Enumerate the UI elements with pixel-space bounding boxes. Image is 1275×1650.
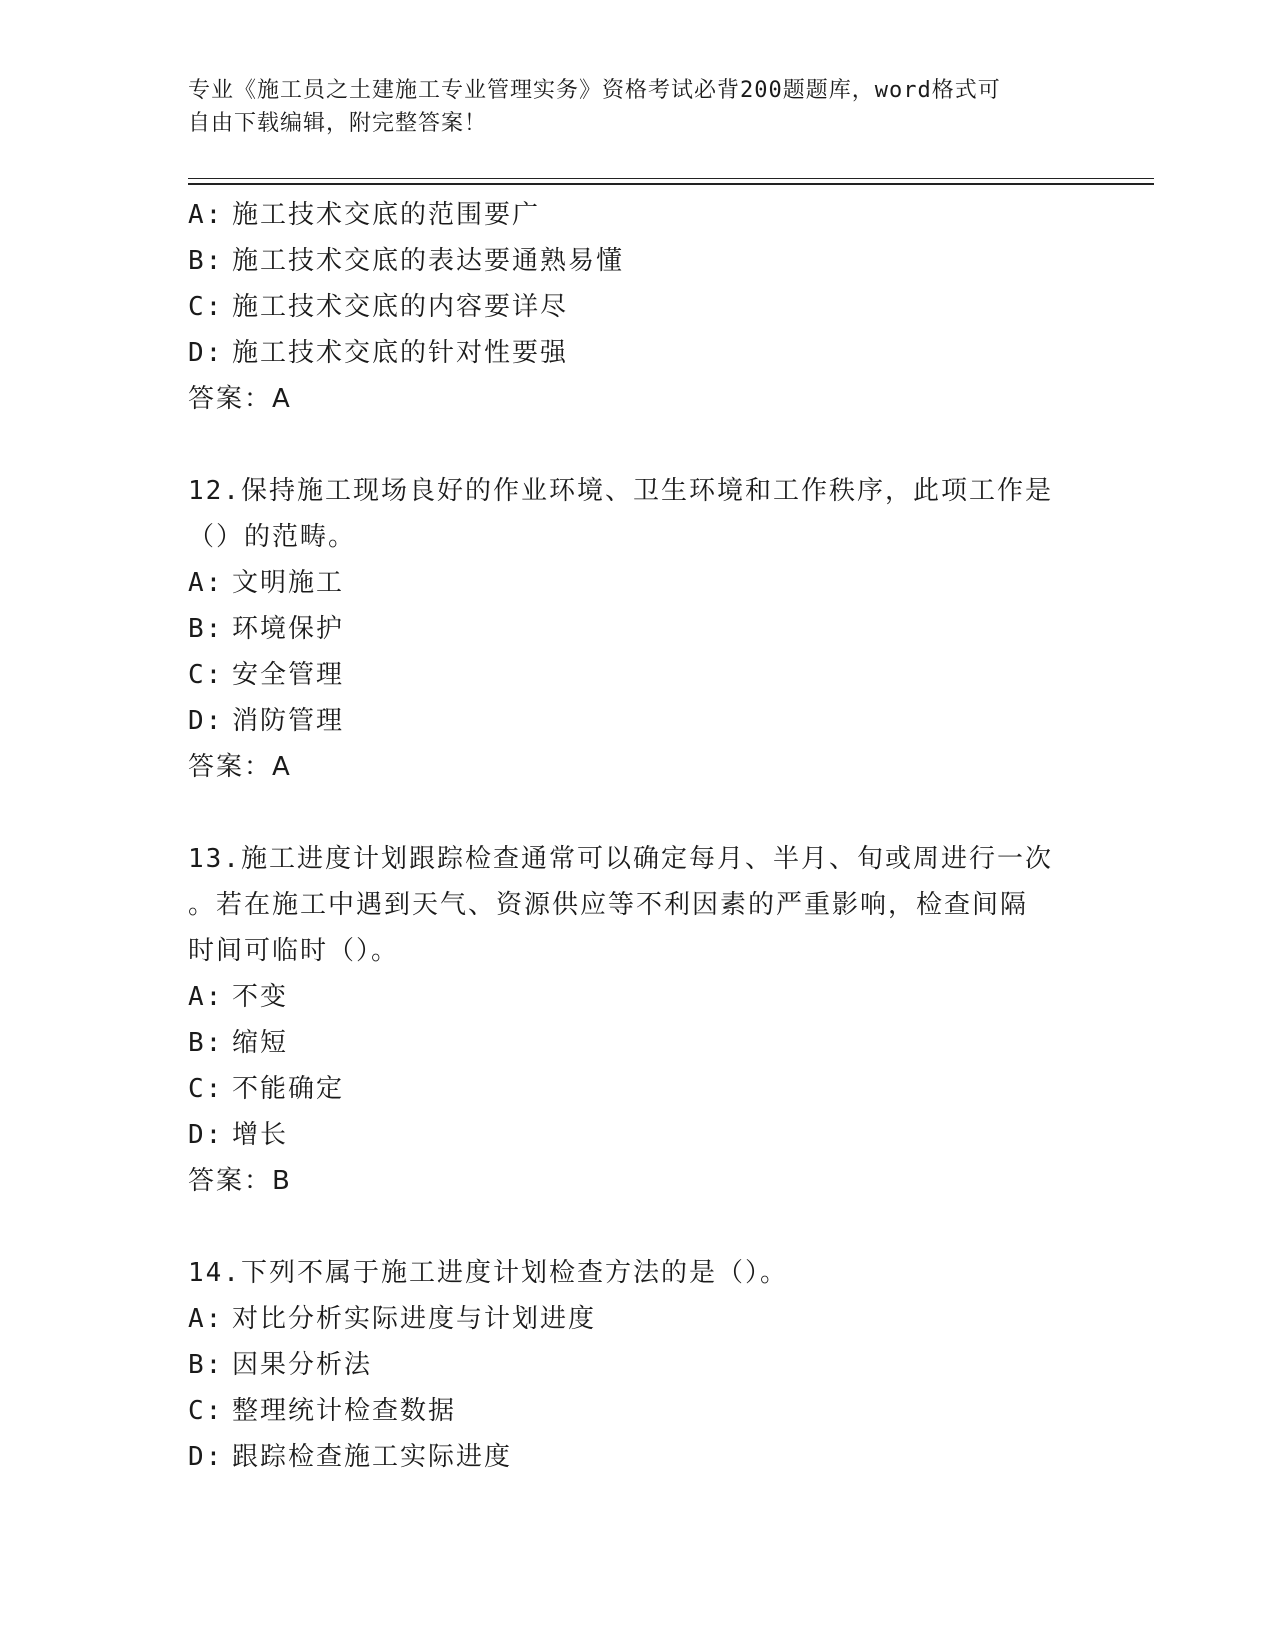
option-text: 增长	[232, 1120, 289, 1150]
option-text: 跟踪检查施工实际进度	[232, 1442, 513, 1472]
question-11	[188, 192, 1088, 422]
option-text: 消防管理	[232, 706, 345, 736]
option-label: D:	[188, 338, 224, 368]
option-label: D:	[188, 1442, 224, 1472]
document-header	[188, 74, 1068, 140]
question-stem	[188, 1250, 1088, 1296]
option-text: 安全管理	[232, 660, 345, 690]
option-a	[188, 192, 1088, 238]
option-text: 施工技术交底的范围要广	[232, 200, 541, 230]
option-c	[188, 284, 1088, 330]
option-d	[188, 1434, 1088, 1480]
option-d	[188, 1112, 1088, 1158]
option-text: 整理统计检查数据	[232, 1396, 457, 1426]
stem-line: 时间可临时（）。	[188, 936, 400, 966]
option-b	[188, 1342, 1088, 1388]
question-stem	[188, 468, 1088, 560]
option-label: C:	[188, 1074, 224, 1104]
option-a	[188, 1296, 1088, 1342]
option-text: 不变	[232, 982, 289, 1012]
question-13	[188, 836, 1088, 1204]
answer-line: 答案：A	[188, 384, 292, 414]
stem-line: 。若在施工中遇到天气、资源供应等不利因素的严重影响，检查间隔	[188, 890, 1029, 920]
stem-line: 12.保持施工现场良好的作业环境、卫生环境和工作秩序，此项工作是	[188, 476, 1053, 506]
option-d	[188, 330, 1088, 376]
option-label: B:	[188, 246, 224, 276]
option-b	[188, 606, 1088, 652]
answer-line: 答案：A	[188, 752, 292, 782]
stem-line: （）的范畴。	[188, 522, 357, 552]
question-12	[188, 468, 1088, 790]
header-line-2: 自由下载编辑，附完整答案！	[188, 111, 488, 136]
option-text: 施工技术交底的内容要详尽	[232, 292, 569, 322]
option-c	[188, 1066, 1088, 1112]
option-label: D:	[188, 1120, 224, 1150]
header-divider-thick	[188, 183, 1154, 185]
question-14	[188, 1250, 1088, 1480]
option-label: B:	[188, 614, 224, 644]
option-label: A:	[188, 568, 224, 598]
option-label: D:	[188, 706, 224, 736]
option-label: B:	[188, 1028, 224, 1058]
option-d	[188, 698, 1088, 744]
option-label: C:	[188, 1396, 224, 1426]
option-text: 因果分析法	[232, 1350, 373, 1380]
option-c	[188, 1388, 1088, 1434]
option-text: 文明施工	[232, 568, 345, 598]
option-label: A:	[188, 982, 224, 1012]
option-a	[188, 560, 1088, 606]
stem-line: 13.施工进度计划跟踪检查通常可以确定每月、半月、旬或周进行一次	[188, 844, 1053, 874]
option-label: B:	[188, 1350, 224, 1380]
question-list	[188, 192, 1088, 1480]
question-stem	[188, 836, 1088, 974]
stem-line: 14.下列不属于施工进度计划检查方法的是（）。	[188, 1258, 788, 1288]
option-c	[188, 652, 1088, 698]
spacer	[188, 1204, 1088, 1250]
option-text: 施工技术交底的针对性要强	[232, 338, 569, 368]
option-a	[188, 974, 1088, 1020]
spacer	[188, 790, 1088, 836]
option-label: C:	[188, 660, 224, 690]
option-label: C:	[188, 292, 224, 322]
header-divider-thin	[188, 178, 1154, 179]
option-label: A:	[188, 1304, 224, 1334]
option-b	[188, 238, 1088, 284]
header-line-1: 专业《施工员之土建施工专业管理实务》资格考试必背200题题库，word格式可	[188, 78, 1001, 103]
option-text: 不能确定	[232, 1074, 345, 1104]
option-text: 环境保护	[232, 614, 345, 644]
option-text: 对比分析实际进度与计划进度	[232, 1304, 597, 1334]
option-b	[188, 1020, 1088, 1066]
option-label: A:	[188, 200, 224, 230]
spacer	[188, 422, 1088, 468]
option-text: 缩短	[232, 1028, 289, 1058]
answer-line: 答案：B	[188, 1166, 292, 1196]
option-text: 施工技术交底的表达要通熟易懂	[232, 246, 625, 276]
